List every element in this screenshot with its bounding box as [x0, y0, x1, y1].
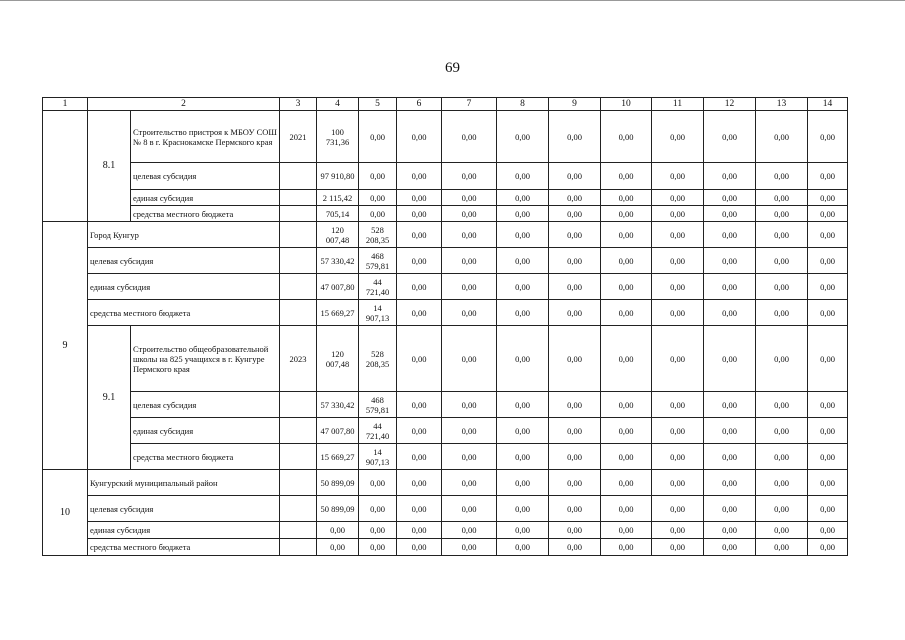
value-cell: 0,00: [359, 190, 397, 206]
value-cell: 0,00: [549, 392, 601, 418]
value-cell: 0,00: [756, 111, 808, 163]
table-row: [43, 190, 848, 206]
row-id-cell: 8.1: [88, 111, 131, 222]
value-cell: 0,00: [704, 522, 756, 539]
row-label: Город Кунгур: [88, 222, 280, 248]
table-row: [43, 496, 848, 522]
value-cell: 0,00: [317, 522, 359, 539]
value-cell: 0,00: [497, 522, 549, 539]
row-label: единая субсидия: [88, 274, 280, 300]
value-cell: 0,00: [808, 326, 848, 392]
header-cell: 2: [88, 98, 280, 111]
value-cell: 0,00: [704, 274, 756, 300]
header-cell: 3: [280, 98, 317, 111]
value-cell: 0,00: [397, 444, 442, 470]
value-cell: 0,00: [442, 206, 497, 222]
value-cell: 0,00: [652, 418, 704, 444]
value-cell: 0,00: [359, 111, 397, 163]
value-cell: 0,00: [317, 539, 359, 556]
value-cell: 0,00: [808, 496, 848, 522]
header-cell: 13: [756, 98, 808, 111]
value-cell: 0,00: [549, 163, 601, 190]
year-cell: [280, 470, 317, 496]
value-cell: 0,00: [497, 470, 549, 496]
row-label: Кунгурский муниципальный район: [88, 470, 280, 496]
year-cell: [280, 190, 317, 206]
value-cell: 0,00: [601, 392, 652, 418]
value-cell: 0,00: [397, 539, 442, 556]
value-cell: 0,00: [549, 248, 601, 274]
year-cell: 2021: [280, 111, 317, 163]
value-cell: 0,00: [497, 392, 549, 418]
value-cell: 0,00: [756, 522, 808, 539]
value-cell: 0,00: [442, 444, 497, 470]
value-cell: 0,00: [549, 111, 601, 163]
value-cell: 0,00: [652, 248, 704, 274]
value-cell: 0,00: [397, 206, 442, 222]
year-cell: [280, 392, 317, 418]
value-cell: 0,00: [497, 190, 549, 206]
value-cell: 0,00: [808, 418, 848, 444]
row-label: средства местного бюджета: [131, 444, 280, 470]
value-cell: 0,00: [704, 392, 756, 418]
row-label: средства местного бюджета: [131, 206, 280, 222]
year-cell: [280, 222, 317, 248]
value-cell: 0,00: [652, 522, 704, 539]
year-cell: [280, 444, 317, 470]
value-cell: 0,00: [808, 300, 848, 326]
table-row: [43, 470, 848, 496]
value-cell: 0,00: [497, 163, 549, 190]
table-row: [43, 248, 848, 274]
value-cell: 0,00: [497, 274, 549, 300]
value-cell: 0,00: [601, 111, 652, 163]
header-cell: 11: [652, 98, 704, 111]
year-cell: [280, 300, 317, 326]
value-cell: 0,00: [756, 190, 808, 206]
value-cell: 0,00: [756, 496, 808, 522]
header-cell: 10: [601, 98, 652, 111]
year-cell: [280, 248, 317, 274]
table-row: [43, 163, 848, 190]
value-cell: 0,00: [756, 470, 808, 496]
value-cell: 0,00: [601, 300, 652, 326]
row-id-cell: 9.1: [88, 326, 131, 470]
value-cell: 0,00: [442, 111, 497, 163]
value-cell: 0,00: [359, 470, 397, 496]
value-cell: 0,00: [601, 190, 652, 206]
value-cell: 0,00: [497, 222, 549, 248]
value-cell: 0,00: [549, 539, 601, 556]
value-cell: 0,00: [601, 444, 652, 470]
header-row: [43, 98, 848, 111]
table-row: [43, 206, 848, 222]
value-cell: 0,00: [601, 248, 652, 274]
row-label: Строительство пристроя к МБОУ СОШ № 8 в г. Краснокамске Пермского края: [131, 111, 280, 163]
table-row: [43, 326, 848, 392]
row-label: средства местного бюджета: [88, 539, 280, 556]
value-cell: 0,00: [397, 496, 442, 522]
value-cell: 0,00: [549, 522, 601, 539]
value-cell: 0,00: [359, 163, 397, 190]
table-row: [43, 539, 848, 556]
table-row: [43, 392, 848, 418]
value-cell: 0,00: [549, 470, 601, 496]
value-cell: 0,00: [442, 222, 497, 248]
value-cell: 0,00: [808, 274, 848, 300]
row-label: единая субсидия: [131, 418, 280, 444]
value-cell: 0,00: [756, 163, 808, 190]
value-cell: 0,00: [397, 163, 442, 190]
value-cell: 50 899,09: [317, 470, 359, 496]
year-cell: [280, 539, 317, 556]
value-cell: 44 721,40: [359, 274, 397, 300]
value-cell: 0,00: [704, 470, 756, 496]
value-cell: 0,00: [549, 444, 601, 470]
value-cell: 0,00: [549, 300, 601, 326]
value-cell: 0,00: [549, 222, 601, 248]
value-cell: 0,00: [756, 392, 808, 418]
value-cell: 0,00: [756, 248, 808, 274]
value-cell: 0,00: [601, 206, 652, 222]
value-cell: 0,00: [704, 248, 756, 274]
row-label: единая субсидия: [131, 190, 280, 206]
value-cell: 0,00: [442, 274, 497, 300]
budget-table: [42, 97, 848, 556]
value-cell: 0,00: [756, 418, 808, 444]
header-cell: 4: [317, 98, 359, 111]
value-cell: 528 208,35: [359, 222, 397, 248]
value-cell: 0,00: [704, 326, 756, 392]
value-cell: 0,00: [756, 300, 808, 326]
value-cell: 0,00: [601, 539, 652, 556]
row-label: целевая субсидия: [88, 248, 280, 274]
value-cell: 0,00: [652, 163, 704, 190]
value-cell: 120 007,48: [317, 326, 359, 392]
value-cell: 0,00: [808, 111, 848, 163]
value-cell: 100 731,36: [317, 111, 359, 163]
value-cell: 0,00: [549, 206, 601, 222]
value-cell: 0,00: [652, 539, 704, 556]
value-cell: 0,00: [497, 496, 549, 522]
value-cell: 0,00: [397, 522, 442, 539]
row-label: Строительство общеобразовательной школы на 825 учащихся в г. Кунгуре Пермского края: [131, 326, 280, 392]
value-cell: 0,00: [442, 496, 497, 522]
value-cell: 0,00: [704, 163, 756, 190]
header-cell: 14: [808, 98, 848, 111]
year-cell: 2023: [280, 326, 317, 392]
table-row: [43, 444, 848, 470]
value-cell: 0,00: [397, 300, 442, 326]
value-cell: 0,00: [549, 496, 601, 522]
row-label: средства местного бюджета: [88, 300, 280, 326]
value-cell: 57 330,42: [317, 248, 359, 274]
value-cell: 0,00: [397, 248, 442, 274]
value-cell: 97 910,80: [317, 163, 359, 190]
value-cell: 0,00: [601, 470, 652, 496]
value-cell: 0,00: [397, 111, 442, 163]
row-number-cell: 10: [43, 470, 88, 556]
value-cell: 0,00: [601, 274, 652, 300]
value-cell: 0,00: [704, 444, 756, 470]
value-cell: 0,00: [756, 206, 808, 222]
value-cell: 0,00: [808, 163, 848, 190]
value-cell: 0,00: [359, 496, 397, 522]
value-cell: 0,00: [808, 470, 848, 496]
value-cell: 0,00: [442, 300, 497, 326]
value-cell: 0,00: [652, 300, 704, 326]
value-cell: 0,00: [549, 326, 601, 392]
value-cell: 47 007,80: [317, 418, 359, 444]
value-cell: 0,00: [808, 522, 848, 539]
table-row: [43, 418, 848, 444]
year-cell: [280, 418, 317, 444]
value-cell: 0,00: [808, 392, 848, 418]
value-cell: 0,00: [442, 163, 497, 190]
value-cell: 0,00: [704, 222, 756, 248]
value-cell: 14 907,13: [359, 300, 397, 326]
value-cell: 0,00: [652, 444, 704, 470]
value-cell: 0,00: [497, 248, 549, 274]
value-cell: 0,00: [497, 539, 549, 556]
value-cell: 0,00: [397, 222, 442, 248]
value-cell: 44 721,40: [359, 418, 397, 444]
value-cell: 0,00: [601, 496, 652, 522]
header-cell: 6: [397, 98, 442, 111]
value-cell: 15 669,27: [317, 444, 359, 470]
value-cell: 0,00: [397, 326, 442, 392]
value-cell: 468 579,81: [359, 392, 397, 418]
row-label: целевая субсидия: [131, 392, 280, 418]
value-cell: 47 007,80: [317, 274, 359, 300]
value-cell: 0,00: [808, 444, 848, 470]
value-cell: 0,00: [704, 300, 756, 326]
value-cell: 0,00: [808, 539, 848, 556]
value-cell: 0,00: [549, 274, 601, 300]
value-cell: 0,00: [397, 418, 442, 444]
value-cell: 0,00: [442, 326, 497, 392]
value-cell: 0,00: [704, 190, 756, 206]
value-cell: 0,00: [652, 392, 704, 418]
header-cell: 9: [549, 98, 601, 111]
value-cell: 0,00: [442, 418, 497, 444]
value-cell: 0,00: [397, 190, 442, 206]
value-cell: 0,00: [756, 444, 808, 470]
value-cell: 0,00: [497, 326, 549, 392]
value-cell: 0,00: [808, 248, 848, 274]
value-cell: 0,00: [549, 190, 601, 206]
value-cell: 0,00: [497, 444, 549, 470]
value-cell: 0,00: [549, 418, 601, 444]
header-cell: 7: [442, 98, 497, 111]
table-row: [43, 274, 848, 300]
year-cell: [280, 522, 317, 539]
value-cell: 0,00: [397, 274, 442, 300]
value-cell: 0,00: [601, 522, 652, 539]
value-cell: 0,00: [652, 111, 704, 163]
value-cell: 0,00: [497, 206, 549, 222]
value-cell: 0,00: [756, 274, 808, 300]
year-cell: [280, 206, 317, 222]
value-cell: 57 330,42: [317, 392, 359, 418]
row-label: целевая субсидия: [131, 163, 280, 190]
value-cell: 0,00: [601, 163, 652, 190]
year-cell: [280, 163, 317, 190]
value-cell: 0,00: [808, 222, 848, 248]
value-cell: 0,00: [442, 392, 497, 418]
value-cell: 0,00: [808, 206, 848, 222]
header-cell: 12: [704, 98, 756, 111]
header-cell: 1: [43, 98, 88, 111]
value-cell: 0,00: [808, 190, 848, 206]
value-cell: 0,00: [442, 470, 497, 496]
value-cell: 0,00: [704, 539, 756, 556]
value-cell: 0,00: [652, 496, 704, 522]
value-cell: 468 579,81: [359, 248, 397, 274]
row-number-cell: 9: [43, 222, 88, 470]
table-row: [43, 522, 848, 539]
row-number-cell: [43, 111, 88, 222]
value-cell: 0,00: [359, 522, 397, 539]
value-cell: 0,00: [756, 326, 808, 392]
value-cell: 0,00: [704, 206, 756, 222]
value-cell: 2 115,42: [317, 190, 359, 206]
value-cell: 0,00: [652, 222, 704, 248]
top-rule: [0, 0, 905, 1]
header-cell: 8: [497, 98, 549, 111]
value-cell: 0,00: [704, 111, 756, 163]
table-row: [43, 300, 848, 326]
value-cell: 0,00: [442, 522, 497, 539]
value-cell: 0,00: [652, 190, 704, 206]
value-cell: 0,00: [442, 190, 497, 206]
value-cell: 0,00: [704, 418, 756, 444]
table-row: [43, 222, 848, 248]
value-cell: 0,00: [601, 326, 652, 392]
value-cell: 0,00: [652, 206, 704, 222]
value-cell: 0,00: [497, 111, 549, 163]
value-cell: 0,00: [652, 470, 704, 496]
value-cell: 0,00: [756, 539, 808, 556]
page-number: 69: [445, 60, 460, 76]
value-cell: 0,00: [704, 496, 756, 522]
value-cell: 0,00: [397, 392, 442, 418]
value-cell: 0,00: [359, 539, 397, 556]
value-cell: 0,00: [601, 418, 652, 444]
year-cell: [280, 496, 317, 522]
value-cell: 0,00: [359, 206, 397, 222]
value-cell: 120 007,48: [317, 222, 359, 248]
value-cell: 0,00: [601, 222, 652, 248]
value-cell: 0,00: [397, 470, 442, 496]
table-row: [43, 111, 848, 163]
value-cell: 14 907,13: [359, 444, 397, 470]
value-cell: 705,14: [317, 206, 359, 222]
year-cell: [280, 274, 317, 300]
value-cell: 0,00: [497, 418, 549, 444]
value-cell: 0,00: [652, 326, 704, 392]
value-cell: 50 899,09: [317, 496, 359, 522]
value-cell: 0,00: [497, 300, 549, 326]
header-cell: 5: [359, 98, 397, 111]
value-cell: 0,00: [442, 539, 497, 556]
row-label: целевая субсидия: [88, 496, 280, 522]
value-cell: 0,00: [442, 248, 497, 274]
row-label: единая субсидия: [88, 522, 280, 539]
value-cell: 0,00: [756, 222, 808, 248]
value-cell: 15 669,27: [317, 300, 359, 326]
value-cell: 528 208,35: [359, 326, 397, 392]
value-cell: 0,00: [652, 274, 704, 300]
